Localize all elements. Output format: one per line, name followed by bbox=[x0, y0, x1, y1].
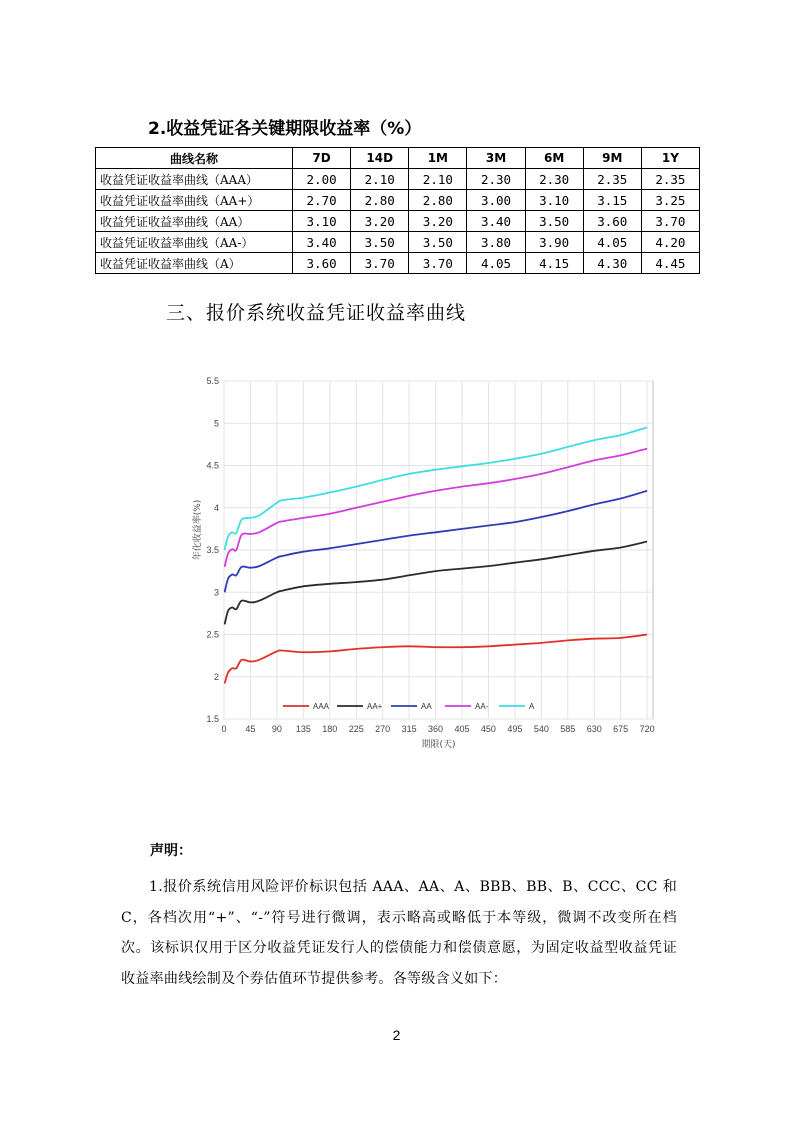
y-tick-label: 5.5 bbox=[206, 376, 219, 386]
row-curve-name: 收益凭证收益率曲线（AA-） bbox=[96, 232, 293, 253]
table-header-row bbox=[96, 148, 700, 169]
x-tick-label: 720 bbox=[639, 724, 655, 734]
y-tick-label: 2 bbox=[213, 671, 219, 682]
y-tick-label: 1.5 bbox=[206, 714, 219, 724]
table-cell: 4.05 bbox=[467, 253, 525, 274]
x-tick-label: 0 bbox=[221, 724, 227, 734]
legend-label: AAA bbox=[313, 702, 330, 711]
table-cell: 4.45 bbox=[641, 253, 699, 274]
x-tick-label: 450 bbox=[480, 724, 496, 734]
row-curve-name: 收益凭证收益率曲线（AA+） bbox=[96, 190, 293, 211]
x-tick-label: 225 bbox=[348, 724, 364, 734]
legend-label: AA bbox=[421, 702, 432, 711]
x-tick-label: 540 bbox=[533, 724, 549, 734]
table-row bbox=[96, 211, 700, 232]
table-cell: 3.00 bbox=[467, 190, 525, 211]
table-cell: 2.80 bbox=[409, 190, 467, 211]
row-curve-name: 收益凭证收益率曲线（A） bbox=[96, 253, 293, 274]
y-axis-label: 年化收益率(%) bbox=[193, 499, 203, 561]
table-cell: 2.30 bbox=[467, 169, 525, 190]
x-tick-label: 315 bbox=[401, 724, 417, 734]
x-tick-label: 90 bbox=[271, 724, 282, 734]
x-tick-label: 405 bbox=[454, 724, 470, 734]
table-cell: 3.40 bbox=[293, 232, 351, 253]
header-14d: 14D bbox=[351, 148, 409, 169]
table-row bbox=[96, 169, 700, 190]
table-cell: 4.05 bbox=[583, 232, 641, 253]
table-cell: 2.35 bbox=[641, 169, 699, 190]
table-cell: 3.70 bbox=[409, 253, 467, 274]
table-cell: 3.90 bbox=[525, 232, 583, 253]
header-1y: 1Y bbox=[641, 148, 699, 169]
table-cell: 2.10 bbox=[409, 169, 467, 190]
table-cell: 3.10 bbox=[293, 211, 351, 232]
table-cell: 3.20 bbox=[409, 211, 467, 232]
x-tick-label: 495 bbox=[507, 724, 523, 734]
chapter-title: 三、报价系统收益凭证收益率曲线 bbox=[166, 302, 467, 324]
table-cell: 3.25 bbox=[641, 190, 699, 211]
table-cell: 4.20 bbox=[641, 232, 699, 253]
table-row bbox=[96, 232, 700, 253]
x-tick-label: 135 bbox=[295, 724, 311, 734]
header-7d: 7D bbox=[293, 148, 351, 169]
section-title: 2.收益凭证各关键期限收益率（%） bbox=[148, 119, 422, 139]
table-row bbox=[96, 253, 700, 274]
table-cell: 2.35 bbox=[583, 169, 641, 190]
legend-label: A bbox=[529, 702, 535, 711]
row-curve-name: 收益凭证收益率曲线（AA） bbox=[96, 211, 293, 232]
x-tick-label: 585 bbox=[560, 724, 576, 734]
table-cell: 3.70 bbox=[641, 211, 699, 232]
y-tick-label: 4 bbox=[213, 502, 219, 513]
y-tick-label: 2.5 bbox=[206, 629, 219, 640]
table-cell: 3.70 bbox=[351, 253, 409, 274]
header-3m: 3M bbox=[467, 148, 525, 169]
table-cell: 2.80 bbox=[351, 190, 409, 211]
y-tick-label: 4.5 bbox=[206, 460, 219, 471]
x-tick-label: 180 bbox=[322, 724, 338, 734]
table-cell: 2.70 bbox=[293, 190, 351, 211]
table-cell: 3.80 bbox=[467, 232, 525, 253]
table-cell: 3.50 bbox=[409, 232, 467, 253]
yield-curve-chart bbox=[190, 370, 670, 760]
x-tick-label: 360 bbox=[428, 724, 444, 734]
table-cell: 3.50 bbox=[351, 232, 409, 253]
table-cell: 3.10 bbox=[525, 190, 583, 211]
declaration-label: 声明： bbox=[150, 843, 192, 859]
table-cell: 3.50 bbox=[525, 211, 583, 232]
table-cell: 2.00 bbox=[293, 169, 351, 190]
legend-label: AA+ bbox=[367, 702, 383, 711]
header-9m: 9M bbox=[583, 148, 641, 169]
x-tick-label: 630 bbox=[586, 724, 602, 734]
header-6m: 6M bbox=[525, 148, 583, 169]
page-number: 2 bbox=[392, 1027, 401, 1043]
y-tick-label: 3.5 bbox=[206, 545, 219, 555]
x-tick-label: 675 bbox=[613, 724, 629, 734]
legend-label: AA- bbox=[475, 702, 489, 711]
table-row bbox=[96, 190, 700, 211]
key-tenor-yield-table bbox=[95, 147, 700, 274]
table-cell: 2.10 bbox=[351, 169, 409, 190]
table-cell: 3.20 bbox=[351, 211, 409, 232]
table-cell: 3.60 bbox=[293, 253, 351, 274]
table-cell: 3.60 bbox=[583, 211, 641, 232]
y-tick-label: 3 bbox=[213, 587, 219, 598]
table-cell: 3.40 bbox=[467, 211, 525, 232]
header-curve-name: 曲线名称 bbox=[96, 148, 293, 169]
x-tick-label: 270 bbox=[375, 724, 391, 734]
header-1m: 1M bbox=[409, 148, 467, 169]
x-axis-label: 期限(天) bbox=[421, 740, 456, 750]
declaration-paragraph: 1.报价系统信用风险评价标识包括 AAA、AA、A、BBB、BB、B、CCC、CC 和 C，各档次用“+”、“-”符号进行微调，表示略高或略低于本等级，微调不改变所在档次。该标识仅用于区分收益凭证发行人的偿债能力和偿债意愿，为固定收益型收益凭证收益率曲线绘制及个券估值环节提供参考。各等级含义如下： bbox=[121, 879, 677, 987]
y-tick-label: 5 bbox=[213, 418, 219, 429]
x-tick-label: 45 bbox=[245, 724, 256, 734]
table-cell: 4.30 bbox=[583, 253, 641, 274]
table-cell: 2.30 bbox=[525, 169, 583, 190]
table-cell: 3.15 bbox=[583, 190, 641, 211]
table-cell: 4.15 bbox=[525, 253, 583, 274]
row-curve-name: 收益凭证收益率曲线（AAA） bbox=[96, 169, 293, 190]
